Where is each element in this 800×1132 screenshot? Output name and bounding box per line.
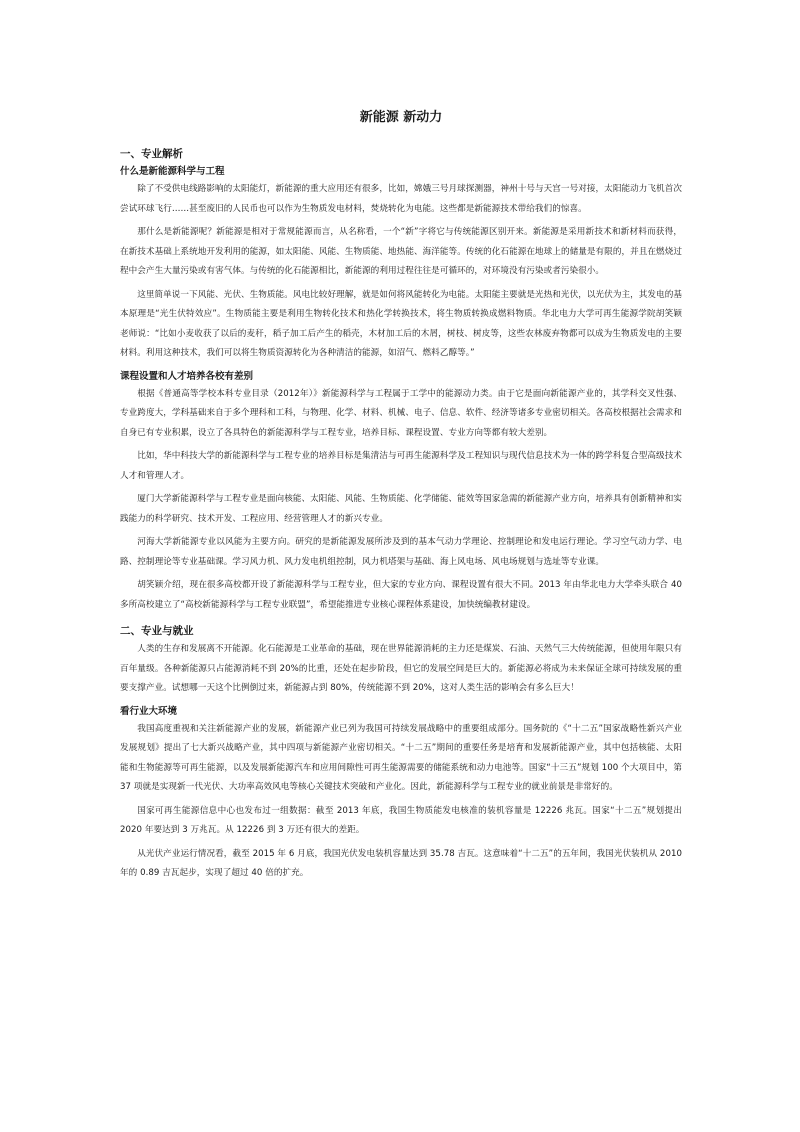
document-page <box>120 0 682 888</box>
subsection-heading-1-1: 什么是新能源科学与工程 <box>120 166 225 177</box>
section-heading-1: 一、专业解析 <box>120 148 183 160</box>
paragraph: 胡笑颖介绍，现在很多高校都开设了新能源科学与工程专业，但大家的专业方向、课程设置有很大不同。2013 年由华北电力大学牵头联合 40 多所高校建立了“高校新能源科学与工程专业联盟”，希望能推进专业核心课程体系建设，加快统编教材建设。 <box>120 580 682 610</box>
paragraph: 比如，华中科技大学的新能源科学与工程专业的培养目标是集清洁与可再生能源科学及工程知识与现代信息技术为一体的跨学科复合型高级技术人才和管理人才。 <box>120 451 682 481</box>
paragraph: 除了不受供电线路影响的太阳能灯，新能源的重大应用还有很多，比如，嫦娥三号月球探测器，神州十号与天宫一号对接，太阳能动力飞机首次尝试环球飞行……甚至废旧的人民币也可以作为生物质发电材料，焚烧转化为电能。这些都是新能源技术带给我们的惊喜。 <box>120 184 682 214</box>
paragraph: 这里简单说一下风能、光伏、生物质能。风电比较好理解，就是如何将风能转化为电能。太阳能主要就是光热和光伏，以光伏为主，其发电的基本原理是“光生伏特效应”。生物质能主要是利用生物转化技术和热化学转换技术，将生物质转换成燃料物质。华北电力大学可再生能源学院胡笑颖老师说：“比如小麦收获了以后的麦秆，稻子加工后产生的稻壳，木材加工后的木屑，树枝、树皮等，这些农林废弃物都可以成为生物质发电的主要材料。利用这种技术，我们可以将生物质资源转化为各种清洁的能源，如沼气、燃料乙醇等。” <box>120 289 682 358</box>
paragraph: 国家可再生能源信息中心也发布过一组数据：截至 2013 年底，我国生物质能发电核准的装机容量是 12226 兆瓦。国家“十二五”规划提出 2020 年要达到 3 万兆瓦。从 12226 到 3 万还有很大的差距。 <box>120 805 682 835</box>
document-title: 新能源 新动力 <box>359 110 443 125</box>
paragraph: 那什么是新能源呢？新能源是相对于常规能源而言，从名称看，一个“新”字将它与传统能源区别开来。新能源是采用新技术和新材料而获得，在新技术基础上系统地开发利用的能源，如太阳能、风能、生物质能、地热能、海洋能等。传统的化石能源在地球上的储量是有限的，并且在燃烧过程中会产生大量污染或有害气体。与传统的化石能源相比，新能源的利用过程往往是可循环的，对环境没有污染或者污染很小。 <box>120 227 682 276</box>
paragraph: 从光伏产业运行情况看，截至 2015 年 6 月底，我国光伏发电装机容量达到 35.78 吉瓦。这意味着“十二五”的五年间，我国光伏装机从 2010 年的 0.89 吉瓦起步，实现了超过 40 倍的扩充。 <box>120 848 682 878</box>
subsection-heading-2-1: 看行业大环境 <box>120 705 178 717</box>
paragraph: 根据《普通高等学校本科专业目录（2012年）》新能源科学与工程属于工学中的能源动力类。由于它是面向新能源产业的，其学科交叉性强、专业跨度大，学科基础来自于多个理科和工科，与物理、化学、材料、机械、电子、信息、软件、经济等诸多专业密切相关。各高校根据社会需求和自身已有专业积累，设立了各具特色的新能源科学与工程专业，培养目标、课程设置、专业方向等都有较大差别。 <box>120 388 682 438</box>
paragraph: 河海大学新能源专业以风能为主要方向。研究的是新能源发展所涉及到的基本气动力学理论、控制理论和发电运行理论。学习空气动力学、电路、控制理论等专业基础课。学习风力机、风力发电机组控制，风力机塔架与基础、海上风电场、风电场规划与选址等专业课。 <box>120 537 682 567</box>
paragraph: 人类的生存和发展离不开能源。化石能源是工业革命的基础，现在世界能源消耗的主力还是煤炭、石油、天然气三大传统能源，但使用年限只有百年量级。各种新能源只占能源消耗不到 20%的比重，还处在起步阶段，但它的发展空间是巨大的。新能源必将成为未来保证全球可持续发展的重要支撑产业。试想哪一天这个比例倒过来，新能源占到 80%，传统能源不到 20%，这对人类生活的影响会有多么巨大！ <box>120 644 682 693</box>
subsection-heading-1-2: 课程设置和人才培养各校有差别 <box>120 370 254 382</box>
paragraph: 我国高度重视和关注新能源产业的发展，新能源产业已列为我国可持续发展战略中的重要组成部分。国务院的《“十二五”国家战略性新兴产业发展规划》提出了七大新兴战略产业，其中四项与新能源产业密切相关。“十二五”期间的重要任务是培育和发展新能源产业，其中包括核能、太阳能和生物能源等可再生能源，以及发展新能源汽车和应用间隙性可再生能源需要的储能系统和动力电池等。国家“十三五”规划 100 个大项目中，第 37 项就是实现新一代光伏、大功率高效风电等核心关键技术突破和产业化。因此，新能源科学与工程专业的就业前景是非常好的。 <box>120 723 682 792</box>
section-heading-2: 二、专业与就业 <box>120 625 194 637</box>
paragraph: 厦门大学新能源科学与工程专业是面向核能、太阳能、风能、生物质能、化学储能、能效等国家急需的新能源产业方向，培养具有创新精神和实践能力的科学研究、技术开发、工程应用、经营管理人才的新兴专业。 <box>120 494 682 524</box>
